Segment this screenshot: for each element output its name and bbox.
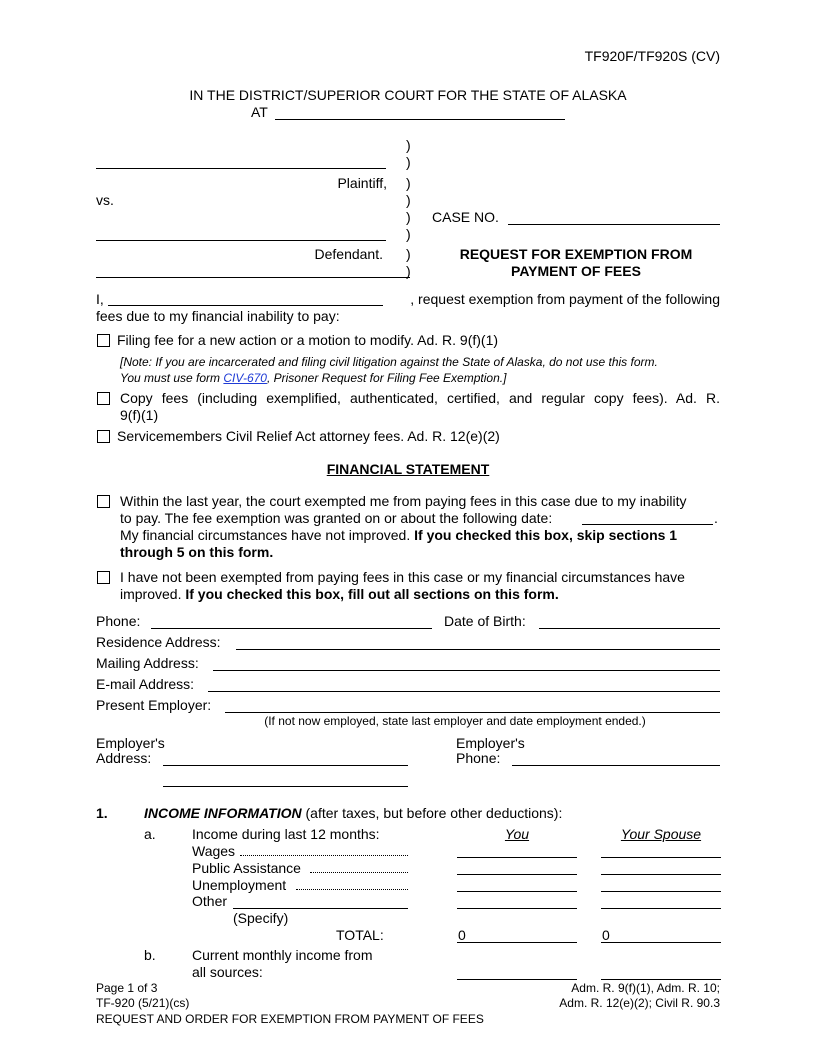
financial-statement-heading: FINANCIAL STATEMENT	[326, 461, 490, 477]
public-assistance-label: Public Assistance	[192, 860, 301, 876]
prior-line2-end: .	[714, 510, 718, 526]
court-location-field[interactable]	[275, 119, 565, 120]
total-label: TOTAL:	[336, 927, 384, 943]
unemployment-label: Unemployment	[192, 877, 287, 893]
caption-paren: )	[406, 192, 411, 208]
income-heading: INCOME INFORMATION	[144, 805, 302, 821]
prior-line3-bold: If you checked this box, skip sections 1	[414, 527, 678, 543]
caption-bottom-rule	[96, 277, 410, 278]
email-label: E-mail Address:	[96, 676, 195, 692]
b-label: b.	[144, 947, 156, 963]
a-text: Income during last 12 months:	[192, 826, 380, 842]
b-line2: all sources:	[192, 964, 263, 980]
copy-fees-line1: Copy fees (including exemplified, authenticated, certified, and regular copy fees). Ad. R.	[120, 390, 720, 406]
mailing-field[interactable]	[213, 670, 720, 671]
income-heading-note: (after taxes, but before other deductions):	[305, 805, 563, 821]
prior-exemption-checkbox[interactable]	[97, 495, 110, 508]
footer-title: REQUEST AND ORDER FOR EXEMPTION FROM PAYMENT OF FEES	[96, 1012, 484, 1026]
wages-you-field[interactable]	[457, 857, 577, 858]
caption-paren: )	[406, 226, 411, 242]
servicemembers-checkbox[interactable]	[97, 430, 110, 443]
public-assistance-leader	[310, 872, 408, 873]
notexempt-line2-bold: If you checked this box, fill out all sections on this form.	[185, 586, 559, 602]
caption-paren: )	[406, 246, 411, 262]
wages-spouse-field[interactable]	[601, 857, 721, 858]
filing-fee-label: Filing fee for a new action or a motion to modify. Ad. R. 9(f)(1)	[117, 332, 499, 348]
total-spouse-value: 0	[602, 927, 610, 943]
doc-title-line2: PAYMENT OF FEES	[511, 263, 641, 279]
case-no-label: CASE NO.	[432, 209, 499, 225]
footer-rules-line1: Adm. R. 9(f)(1), Adm. R. 10;	[571, 981, 720, 995]
other-label: Other	[192, 893, 228, 909]
employer-field[interactable]	[225, 712, 720, 713]
note-line2-prefix: You must use form	[120, 371, 221, 385]
caption-paren: )	[406, 263, 411, 279]
dob-label: Date of Birth:	[444, 613, 526, 629]
defendant-label: Defendant.	[314, 246, 383, 262]
col-spouse-header: Your Spouse	[620, 826, 702, 842]
civ-670-link[interactable]: CIV-670	[223, 371, 267, 385]
email-field[interactable]	[208, 691, 720, 692]
total-you-value: 0	[458, 927, 466, 943]
employer-note: (If not now employed, state last employer and date employment ended.)	[264, 714, 646, 728]
case-no-field[interactable]	[508, 224, 720, 225]
caption-paren: )	[406, 175, 411, 191]
copy-fees-checkbox[interactable]	[97, 392, 110, 405]
income-heading-line	[144, 805, 562, 821]
specify-label: (Specify)	[233, 910, 289, 926]
at-label: AT	[251, 104, 268, 120]
public-assistance-spouse-field[interactable]	[601, 874, 721, 875]
phone-label: Phone:	[96, 613, 141, 629]
employer-address-field[interactable]	[163, 765, 408, 766]
wages-leader	[240, 855, 408, 856]
caption-paren: )	[406, 209, 411, 225]
wages-label: Wages	[192, 843, 236, 859]
unemployment-leader	[296, 889, 408, 890]
note-line2	[120, 371, 506, 385]
employer-phone-label2: Phone:	[456, 750, 501, 766]
notexempt-line2	[120, 586, 559, 602]
prior-line1: Within the last year, the court exempted me from paying fees in this case due to my inability	[120, 493, 687, 509]
other-spouse-field[interactable]	[601, 908, 721, 909]
residence-field[interactable]	[236, 649, 720, 650]
servicemembers-label: Servicemembers Civil Relief Act attorney fees. Ad. R. 12(e)(2)	[117, 428, 500, 444]
unemployment-spouse-field[interactable]	[601, 891, 721, 892]
form-code: TF920F/TF920S (CV)	[584, 48, 720, 64]
employer-address-label2: Address:	[96, 750, 152, 766]
filing-fee-checkbox[interactable]	[97, 334, 110, 347]
requester-name-field[interactable]	[108, 305, 383, 306]
prior-exemption-date-field[interactable]	[582, 524, 713, 525]
monthly-spouse-field[interactable]	[601, 979, 721, 980]
monthly-you-field[interactable]	[457, 979, 577, 980]
employer-address-label1: Employer's	[96, 735, 165, 751]
employer-phone-field[interactable]	[512, 765, 720, 766]
employer-label: Present Employer:	[96, 697, 212, 713]
a-label: a.	[144, 826, 156, 842]
doc-title-line1: REQUEST FOR EXEMPTION FROM	[459, 246, 693, 262]
court-title: IN THE DISTRICT/SUPERIOR COURT FOR THE STATE OF ALASKA	[189, 87, 627, 103]
total-you-field[interactable]	[457, 942, 577, 943]
residence-label: Residence Address:	[96, 634, 221, 650]
plaintiff-label: Plaintiff,	[337, 175, 387, 191]
prior-line2: to pay. The fee exemption was granted on or about the following date:	[120, 510, 553, 526]
footer-form-no: TF-920 (5/21)(cs)	[96, 996, 190, 1010]
note-line2-suffix: , Prisoner Request for Filing Fee Exemption.]	[266, 371, 507, 385]
notexempt-line1: I have not been exempted from paying fees in this case or my financial circumstances have	[120, 569, 685, 585]
total-spouse-field[interactable]	[601, 942, 721, 943]
vs-label: vs.	[96, 192, 114, 208]
prior-line3-text: My financial circumstances have not improved.	[120, 527, 411, 543]
other-specify-field[interactable]	[233, 908, 408, 909]
unemployment-you-field[interactable]	[457, 891, 577, 892]
prior-line4: through 5 on this form.	[120, 544, 274, 560]
section-number: 1.	[96, 805, 108, 821]
intro-prefix: I,	[96, 291, 104, 307]
b-line1: Current monthly income from	[192, 947, 373, 963]
phone-field[interactable]	[151, 628, 432, 629]
other-you-field[interactable]	[457, 908, 577, 909]
caption-paren: )	[406, 137, 411, 153]
mailing-label: Mailing Address:	[96, 655, 199, 671]
defendant-name-field[interactable]	[96, 240, 386, 241]
note-line1: [Note: If you are incarcerated and filing civil litigation against the State of Alaska, do not use this form.	[120, 355, 658, 369]
not-exempted-checkbox[interactable]	[97, 571, 110, 584]
caption-paren: )	[406, 154, 411, 170]
public-assistance-you-field[interactable]	[457, 874, 577, 875]
intro-line1: , request exemption from payment of the following	[410, 291, 720, 307]
employer-phone-label1: Employer's	[456, 735, 525, 751]
notexempt-line2-text: improved.	[120, 586, 182, 602]
dob-field[interactable]	[539, 628, 720, 629]
prior-line3	[120, 527, 677, 543]
footer-rules-line2: Adm. R. 12(e)(2); Civil R. 90.3	[559, 996, 720, 1010]
col-you-header: You	[504, 826, 530, 842]
intro-line2: fees due to my financial inability to pay:	[96, 308, 340, 324]
plaintiff-name-field[interactable]	[96, 168, 386, 169]
copy-fees-line2: 9(f)(1)	[120, 407, 159, 423]
footer-page: Page 1 of 3	[96, 981, 158, 995]
employer-address-field-2[interactable]	[163, 786, 408, 787]
